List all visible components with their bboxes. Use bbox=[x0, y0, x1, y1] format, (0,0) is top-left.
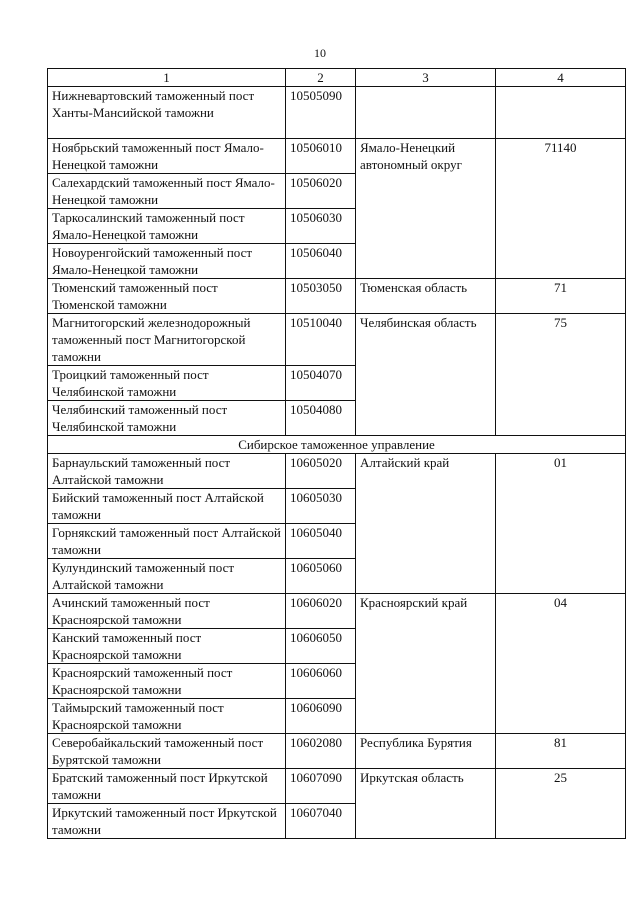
table-header-row bbox=[48, 69, 626, 87]
column-header-1: 1 bbox=[48, 69, 286, 87]
customs-post-code: 10605060 bbox=[286, 559, 356, 594]
table-row bbox=[48, 454, 626, 489]
region-name: Алтайский край bbox=[356, 454, 496, 594]
okato-code: 04 bbox=[496, 594, 626, 734]
region-name: Иркутская область bbox=[356, 769, 496, 839]
table-row bbox=[48, 314, 626, 366]
customs-post-name: Иркутский таможенный пост Иркутской таможни bbox=[48, 804, 286, 839]
customs-post-name: Таркосалинский таможенный пост Ямало-Ненецкой таможни bbox=[48, 209, 286, 244]
customs-post-code: 10605020 bbox=[286, 454, 356, 489]
page-number: 10 bbox=[314, 46, 326, 60]
table-row bbox=[48, 594, 626, 629]
customs-post-name: Канский таможенный пост Красноярской таможни bbox=[48, 629, 286, 664]
region-name: Челябинская область bbox=[356, 314, 496, 436]
column-header-4: 4 bbox=[496, 69, 626, 87]
table-row bbox=[48, 139, 626, 174]
table-body bbox=[48, 87, 626, 839]
customs-post-name: Новоуренгойский таможенный пост Ямало-Ненецкой таможни bbox=[48, 244, 286, 279]
customs-post-code: 10606090 bbox=[286, 699, 356, 734]
customs-post-name: Ачинский таможенный пост Красноярской таможни bbox=[48, 594, 286, 629]
okato-code: 75 bbox=[496, 314, 626, 436]
customs-post-code: 10510040 bbox=[286, 314, 356, 366]
okato-code: 25 bbox=[496, 769, 626, 839]
customs-post-code: 10607040 bbox=[286, 804, 356, 839]
customs-post-name: Бийский таможенный пост Алтайской таможни bbox=[48, 489, 286, 524]
customs-post-name: Кулундинский таможенный пост Алтайской таможни bbox=[48, 559, 286, 594]
customs-posts-table bbox=[47, 68, 626, 839]
customs-post-code: 10506020 bbox=[286, 174, 356, 209]
customs-post-code: 10506030 bbox=[286, 209, 356, 244]
table-row bbox=[48, 769, 626, 804]
customs-post-code: 10607090 bbox=[286, 769, 356, 804]
customs-post-code: 10602080 bbox=[286, 734, 356, 769]
customs-post-code: 10504070 bbox=[286, 366, 356, 401]
customs-post-code: 10606020 bbox=[286, 594, 356, 629]
customs-post-name: Братский таможенный пост Иркутской таможни bbox=[48, 769, 286, 804]
column-header-3: 3 bbox=[356, 69, 496, 87]
section-title: Сибирское таможенное управление bbox=[48, 436, 626, 454]
customs-post-name: Барнаульский таможенный пост Алтайской таможни bbox=[48, 454, 286, 489]
table-row bbox=[48, 279, 626, 314]
region-cell-empty bbox=[356, 87, 496, 139]
customs-post-name: Салехардский таможенный пост Ямало-Ненецкой таможни bbox=[48, 174, 286, 209]
customs-post-name: Тюменский таможенный пост Тюменской таможни bbox=[48, 279, 286, 314]
customs-post-code: 10504080 bbox=[286, 401, 356, 436]
customs-post-name: Горнякский таможенный пост Алтайской таможни bbox=[48, 524, 286, 559]
customs-post-name: Северобайкальский таможенный пост Бурятской таможни bbox=[48, 734, 286, 769]
region-name: Республика Бурятия bbox=[356, 734, 496, 769]
customs-post-code: 10605030 bbox=[286, 489, 356, 524]
region-name: Ямало-Ненецкий автономный округ bbox=[356, 139, 496, 279]
okato-cell-empty bbox=[496, 87, 626, 139]
column-header-2: 2 bbox=[286, 69, 356, 87]
table-row bbox=[48, 734, 626, 769]
customs-post-code: 10606060 bbox=[286, 664, 356, 699]
okato-code: 81 bbox=[496, 734, 626, 769]
customs-post-name: Красноярский таможенный пост Красноярской таможни bbox=[48, 664, 286, 699]
customs-post-code: 10506010 bbox=[286, 139, 356, 174]
okato-code: 01 bbox=[496, 454, 626, 594]
customs-post-code: 10503050 bbox=[286, 279, 356, 314]
section-row bbox=[48, 436, 626, 454]
customs-post-name: Таймырский таможенный пост Красноярской таможни bbox=[48, 699, 286, 734]
customs-post-code: 10606050 bbox=[286, 629, 356, 664]
region-name: Тюменская область bbox=[356, 279, 496, 314]
okato-code: 71140 bbox=[496, 139, 626, 279]
customs-post-name: Ноябрьский таможенный пост Ямало-Ненецкой таможни bbox=[48, 139, 286, 174]
region-name: Красноярский край bbox=[356, 594, 496, 734]
customs-post-name: Челябинский таможенный пост Челябинской таможни bbox=[48, 401, 286, 436]
customs-post-code: 10605040 bbox=[286, 524, 356, 559]
customs-post-code: 10505090 bbox=[286, 87, 356, 139]
customs-post-name: Троицкий таможенный пост Челябинской таможни bbox=[48, 366, 286, 401]
customs-post-name: Магнитогорский железнодорожный таможенный пост Магнитогорской таможни bbox=[48, 314, 286, 366]
customs-post-code: 10506040 bbox=[286, 244, 356, 279]
table-row bbox=[48, 87, 626, 139]
okato-code: 71 bbox=[496, 279, 626, 314]
customs-post-name: Нижневартовский таможенный пост Ханты-Мансийской таможни bbox=[48, 87, 286, 139]
